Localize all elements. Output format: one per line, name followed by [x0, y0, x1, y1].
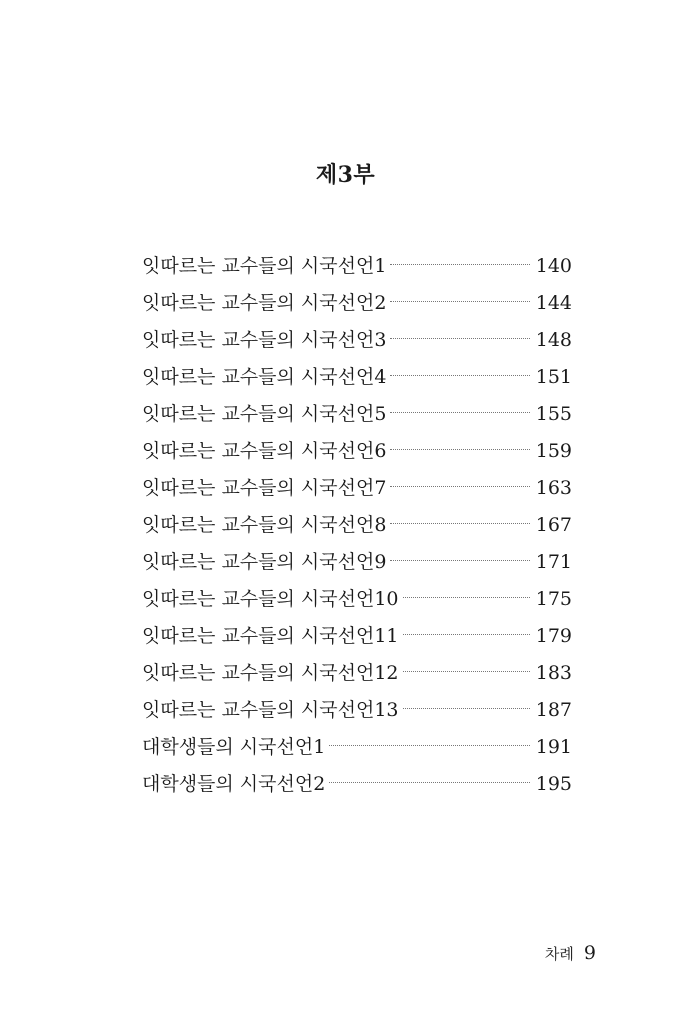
dot-leader	[329, 782, 529, 783]
dot-leader	[390, 375, 529, 376]
toc-entry-title: 잇따르는 교수들의 시국선언4	[142, 366, 387, 388]
toc-entry-title: 잇따르는 교수들의 시국선언6	[142, 440, 387, 462]
toc-entry-page: 140	[535, 255, 572, 277]
toc-entry-title: 잇따르는 교수들의 시국선언1	[142, 255, 387, 277]
toc-entry-page: 191	[535, 736, 572, 758]
toc-entry[interactable]	[142, 729, 572, 766]
toc-entry[interactable]	[142, 285, 572, 322]
toc-entry-page: 171	[535, 551, 572, 573]
toc-entry-title: 잇따르는 교수들의 시국선언7	[142, 477, 387, 499]
toc-entry-title: 대학생들의 시국선언1	[142, 736, 326, 758]
dot-leader	[390, 338, 529, 339]
footer-page-number: 9	[583, 942, 596, 964]
toc-entry-title: 잇따르는 교수들의 시국선언2	[142, 292, 387, 314]
toc-entry-title: 잇따르는 교수들의 시국선언10	[142, 588, 399, 610]
toc-entry-page: 159	[535, 440, 572, 462]
dot-leader	[329, 745, 529, 746]
toc-entry-page: 155	[535, 403, 572, 425]
toc-entry-title: 잇따르는 교수들의 시국선언8	[142, 514, 387, 536]
toc-entry-page: 175	[535, 588, 572, 610]
dot-leader	[390, 412, 529, 413]
toc-entry[interactable]	[142, 359, 572, 396]
part-title: 제3부	[315, 162, 376, 188]
toc-entry[interactable]	[142, 766, 572, 803]
toc-entry-page: 183	[535, 662, 572, 684]
toc-entry-title: 잇따르는 교수들의 시국선언3	[142, 329, 387, 351]
page-footer	[545, 942, 596, 964]
toc-entry-title: 잇따르는 교수들의 시국선언12	[142, 662, 399, 684]
toc-entry[interactable]	[142, 581, 572, 618]
toc-entry[interactable]	[142, 470, 572, 507]
toc-entry[interactable]	[142, 507, 572, 544]
toc-entry[interactable]	[142, 248, 572, 285]
toc-entry[interactable]	[142, 692, 572, 729]
toc-entry-page: 187	[535, 699, 572, 721]
toc-entry[interactable]	[142, 433, 572, 470]
toc-entry-page: 144	[535, 292, 572, 314]
toc-entry-title: 잇따르는 교수들의 시국선언13	[142, 699, 399, 721]
dot-leader	[403, 634, 530, 635]
toc-entry-title: 잇따르는 교수들의 시국선언5	[142, 403, 387, 425]
toc-entry[interactable]	[142, 655, 572, 692]
dot-leader	[390, 523, 529, 524]
dot-leader	[390, 449, 529, 450]
toc-entry[interactable]	[142, 618, 572, 655]
dot-leader	[403, 671, 530, 672]
toc-entry-title: 대학생들의 시국선언2	[142, 773, 326, 795]
table-of-contents	[142, 248, 572, 803]
toc-entry-page: 195	[535, 773, 572, 795]
dot-leader	[403, 597, 530, 598]
toc-entry-page: 163	[535, 477, 572, 499]
toc-entry-title: 잇따르는 교수들의 시국선언9	[142, 551, 387, 573]
toc-entry[interactable]	[142, 544, 572, 581]
dot-leader	[390, 486, 529, 487]
toc-entry[interactable]	[142, 322, 572, 359]
toc-entry-page: 148	[535, 329, 572, 351]
footer-section-label: 차례	[544, 945, 574, 963]
dot-leader	[390, 301, 529, 302]
toc-entry-title: 잇따르는 교수들의 시국선언11	[142, 625, 399, 647]
toc-entry-page: 179	[535, 625, 572, 647]
toc-entry-page: 151	[535, 366, 572, 388]
toc-entry[interactable]	[142, 396, 572, 433]
toc-entry-page: 167	[535, 514, 572, 536]
dot-leader	[390, 264, 529, 265]
dot-leader	[403, 708, 530, 709]
dot-leader	[390, 560, 529, 561]
